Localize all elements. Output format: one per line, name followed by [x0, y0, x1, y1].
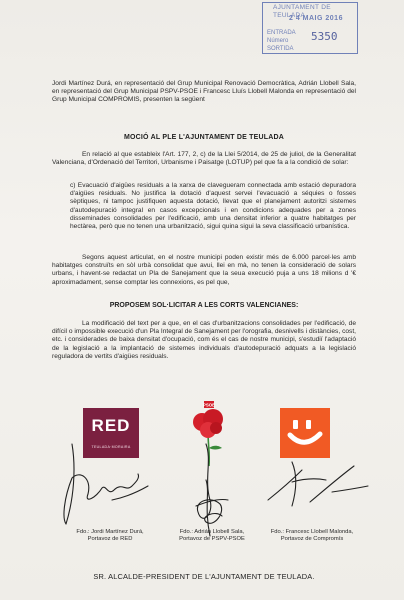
signatory-name: Fdo.: Jordi Martínez Durá,: [76, 529, 144, 535]
signatory-block-compromis: [252, 529, 372, 543]
intro-paragraph: Jordi Martínez Durá, en representació del Grup Municipal Renovació Democràtica, Adrián Llobell Sala, en representació del Grup Municipal PSPV-PSOE i Francesc Lluís Llobell Malonda en representació del Grup Municipal COMPROMIS, presenten la següent: [52, 80, 356, 104]
psoe-logo-word: PSOE: [202, 402, 216, 408]
signature-jordi-martinez: [52, 438, 162, 530]
signatory-role: Portavoz de PSPV-PSOE: [179, 536, 245, 543]
quoted-article: c) Evacuació d'aigües residuals a la xarxa de clavegueram connectada amb estació depuradora d'aigües residuals. No justifica la dotació d'aquest servei l'evacuació a séquies o fosses sèptiques, ni tampoc justifiquen aquesta dotació, llevat que el planejament autoritzi sistemes d'autodepuració integral en casos excepcionals i en condicions adequades per a zones disseminades consolidades per l'edificació, amb una densitat inferior a quatre habitatges per hectàrea, però que no tenen una urbanització, sigui quina sigui la seva classificació urbanística.: [70, 182, 356, 231]
stamp-number: 5350: [311, 30, 338, 43]
compromis-smile-icon: [280, 408, 330, 458]
stamp-title: AJUNTAMENT DE TEULADA: [273, 4, 331, 19]
signatory-role: Portavoz de RED: [87, 536, 133, 543]
signatory-role: Portavoz de Compromís: [280, 536, 344, 543]
paragraph-context: Segons aquest articulat, en el nostre municipi poden existir més de 6.000 parcel·les amb habitatges construïts en sòl urbà consolidat que avui, llei en mà, no tenen la consideració de solars urbans, i havent-se redactat un Pla de Sanejament que la seua execució puja a uns 18 milions d '€ aproximadament, sense comptar les connexions, es pel que,: [52, 254, 356, 286]
compromis-logo: [280, 408, 330, 458]
signatory-name: Fdo.: Francesc Llobell Malonda,: [270, 529, 354, 535]
paragraph-proposal: La modificació del text per a que, en el cas d'urbanitzacions consolidades per l'edificació, de difícil o impossible execució d'un Pla Integral de Sanejament per l'orografia, desnivells i distàncies, cost, etc. i considerades de baixa densitat d'ocupació, com és el cas de nostre municipi, s'estudiï l'adaptació de la legislació a la implantació de sistemes individuals d'autodepuració adquats a la legislació reguladora de vertits d'aigües residuals.: [52, 320, 356, 360]
motion-title: MOCIÓ AL PLE L'AJUNTAMENT DE TEULADA: [123, 134, 284, 141]
stamp-exit-label: SORTIDA: [267, 46, 294, 52]
addressee-line: SR. ALCALDE-PRESIDENT DE L'AJUNTAMENT DE TEULADA.: [93, 572, 315, 581]
proposal-title: PROPOSEM SOL·LICITAR A LES CORTS VALENCIANES:: [109, 302, 299, 309]
red-logo-word: RED: [91, 416, 131, 435]
signature-francesc-llobell: [262, 452, 372, 512]
registration-stamp: [262, 2, 358, 54]
red-logo-subtitle: TEULADA·MORAIRA: [91, 445, 131, 449]
signature-adrian-llobell: [176, 440, 246, 540]
rose-petal-icon: [210, 422, 222, 434]
paragraph-law-reference: En relació al que estableix l'Art. 177, 2, c) de la Llei 5/2014, de 25 de juliol, de la Generalitat Valenciana, d'Ordenació del Territori, Urbanisme i Paisatge (LOTUP) pel que fa a la condició de solar:: [52, 151, 356, 167]
stamp-number-label: Número: [267, 38, 289, 44]
signatory-name: Fdo.: Adrián Llobell Sala,: [179, 529, 245, 535]
stamp-date: 2 4 MAIG 2016: [289, 15, 343, 22]
stamp-entry-label: ENTRADA: [267, 30, 296, 36]
